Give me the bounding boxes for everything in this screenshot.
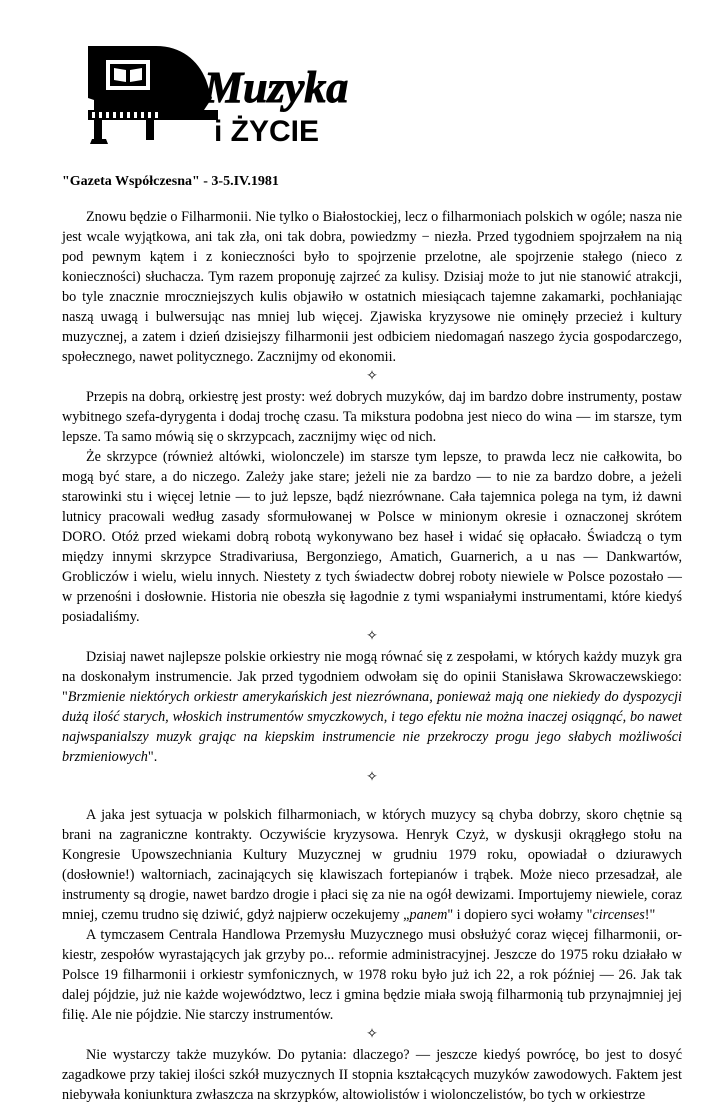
separator-star-icon: ✧ [366,1027,378,1042]
logo-word-zycie: i ŻYCIE [214,115,320,148]
paragraph: A tymczasem Centrala Handlowa Przemysłu Muzycznego musi obsłużyć coraz więcej filharmonii, or-kiestr, zespołów wyrastających jak grzyby po... reformie administracyjnej. Jeszcze do 1975 roku działało w Polsce 19 filharmonii i orkiestr symfonicznych, w 1978 roku było już ich 22, a rok później — 26. Jak tak dalej pójdzie, już nie każde województwo, lecz i gmina będzie miała swoją filharmonią tub przynajmniej jej filię. Ale nie pójdzie. Nie starczy instrumentów. [62,927,682,1023]
separator-star-icon: ✧ [366,629,378,644]
paragraph: Znowu będzie o Filharmonii. Nie tylko o Białostockiej, lecz o filharmoniach polskich w ogóle; nasza nie jest wcale wyjątkowa, ani tak zła, oni tak dobra, powiedzmy − niezła. Przed tygodniem spojrzałem na nią pod pewnym kątem i z konieczności było to spojrzenie przelotne, ale spojrzenie stałego (nieco z konieczności) słuchacza. Tym razem proponuję zajrzeć za kulisy. Dzisiaj może to jut nie stanowić atrakcji, bo tyle znacznie mroczniejszych kulis objawiło w ostatnich miesiącach tajemne zakamarki, pochłaniając naszą uwagą i bulwersując nas mniej lub więcej. Zjawiska kryzysowe nie ominęły przecież i kultury muzycznej, a zatem i dzień dzisiejszy filharmonii jest odbiciem niedomagań naszego życia gospodarczego, społecznego, nawet politycznego. Zacznijmy od ekonomii. [62,209,682,365]
paragraph [62,805,682,925]
paragraph: Przepis na dobrą, orkiestrę jest prosty: weź dobrych muzyków, daj im bardzo dobre instrumenty, postaw wybitnego szefa-dyrygenta i dodaj trochę czasu. Ta mikstura podobna jest nieco do wina — im starsze, tym lepsze. Ta samo mówią się o skrzypcach, zacznijmy więc od nich. [62,389,682,445]
paragraph [62,647,682,767]
quote: Brzmienie niektórych orkiestr amerykańskich jest niezrównana, ponieważ mają one niekiedy do dyspozycji dużą ilość starych, włoskich instrumentów smyczkowych, i tego efektu nie można inaczej osiągnąć, bo nawet najwspanialszy muzyk grając na kiepskim instrumencie nie przekroczy progu jego słabych możliwości brzmieniowych [62,689,682,765]
muzyka-i-zycie-logo [86,40,366,152]
piano-icon [88,46,218,144]
paragraph-text: A jaka jest sytuacja w polskich filharmoniach, w których muzycy są chyba dobrzy, skoro chętnie są brani na zagraniczne kontrakty. Oczywiście kryzysowa. Henryk Czyż, w dyskusji okrągłego stołu na Kongresie Upowszechniania Kultury Muzycznej w grudniu 1979 roku, opowiadał o dziurawych (dosłownie!) waltorniach, zacinających się klawiszach fortepianów i trąbek. Może nieco przesadzał, ale instrumenty są drogie, nawet bardzo drogie i płaci się za nie na ogół dewizami. Importujemy niewiele, coraz mniej, czemu trudno się dziwić, gdyż najpierw oczekujemy „ [62,807,682,923]
logo-word-muzyka: Muzyka [204,63,349,112]
article-source: "Gazeta Współczesna" - 3-5.IV.1981 [62,174,279,189]
separator-star-icon: ✧ [366,770,378,785]
paragraph-text: Dzisiaj nawet najlepsze polskie orkiestry nie mogą równać się z zespołami, w których każdy muzyk gra na doskonałym instrumencie. Jak przed tygodniem odwołam się do opinii Stanisława Skrowaczewskiego: " [62,649,682,705]
paragraph: Że skrzypce (również altówki, wiolonczele) im starsze tym lepsze, to prawda lecz nie całkowita, bo mogą być stare, a do niczego. Zależy jake stare; jeżeli nie za bardzo — to nie za bardzo dobre, a jeżeli starowinki stu i więcej letnie — to już lepsze, bądź niezrównane. Cała tajemnica polega na tym, iż dawni lutnicy pracowali według zasady sformułowanej w Polsce w minionym okresie i oznaczonej skrótem DORO. Otóż przed wiekami dobrą robotą wykonywano bez haseł i widać się opłacało. Świadczą o tym między innymi skrzypce Stradivariusa, Bergonziego, Amatich, Guarnerich, a u nas — Dankwartów, Grobliczów i wielu, wielu innych. Niestety z tych świadectw dobrej roboty niewiele w Polsce pozostało — w przenośni i dosłownie. Historia nie obeszła się łagodnie z tymi wspaniałymi instrumentami, które kiedyś posiadaliśmy. [62,449,682,625]
word-circenses: circenses [592,907,645,923]
separator-star-icon: ✧ [366,369,378,384]
quote-end: ". [147,749,158,765]
paragraph-text: !" [644,907,656,923]
paragraph: Nie wystarczy także muzyków. Do pytania: dlaczego? — jeszcze kiedyś powrócę, bo jest to dosyć zagadkowe przy takiej ilości szkół muzycznych II stopnia kształcących muzyków zawodowych. Faktem jest niebywała koniunktura zwłaszcza na skrzypków, altowiolistów i wiolonczelistów, bo tych w orkiestrze [62,1047,682,1103]
paragraph-text: " i dopiero syci wołamy " [447,907,593,923]
article-body [62,207,682,1105]
word-panem: panem [409,907,448,923]
